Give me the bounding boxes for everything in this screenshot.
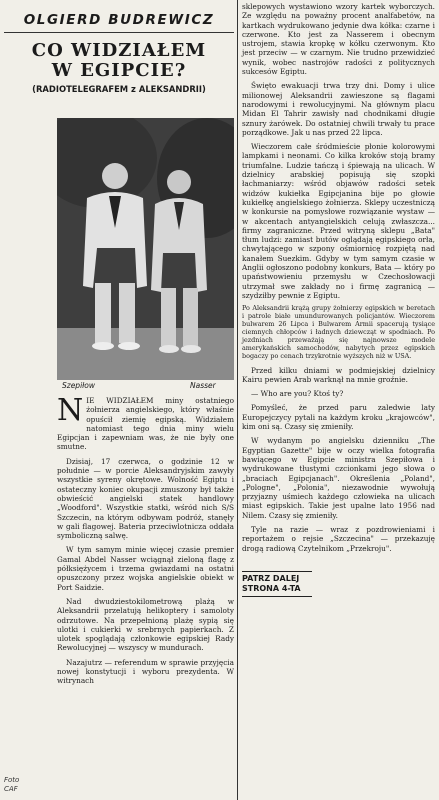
right-column (242, 0, 435, 800)
photo-caption-right: Nasser (190, 381, 216, 390)
paragraph: Pomyśleć, że przed paru zaledwie laty Europejczycy pytali na każdym kroku „krajowców", kim oni są. Czasy się zmieniły. (242, 403, 435, 432)
photo-credit (4, 776, 19, 794)
header-rule (4, 32, 234, 33)
paragraph: sklepowych wystawiono wzory kartek wyborczych. Ze względu na poważny procent analfabetów, na kartkach wydrukowano jedynie dwa kółka: czarne i czerwone. Kto jest za Nasserem i obecnym ustrojem, stawia kropkę w kółku czerwonym. Kto jest przeciw — w czarnym. Nie trudno przewidzieć wynik, wobec nastrojów radości z politycznych sukcesów Egiptu. (242, 2, 435, 77)
paragraph: Święto ewakuacji trwa trzy dni. Domy i ulice milionowej Aleksandrii zawieszone są flagami narodowymi i rewolucyjnymi. Na głównym placu Midan El Tahrir zawisły nad chodnikami długie sznury żarówek. Do ostatniej chwili trwały tu prace porządkowe. Jak u nas przed 22 lipca. (242, 81, 435, 137)
paragraph: W wydanym po angielsku dzienniku „The Egyptian Gazette" bije w oczy wielka fotografia bawiącego w Egipcie ministra Szepiłowa i wydrukowane tłustymi czcionkami jego słowa o „braciach Egipcjanach". Określenia „Poland", „Pologne", „Polonia", niezawodnie wywołują przyjazny uśmiech każdego człowieka na ulicach miast egipskich. Takie jest upalne lato 1956 nad Nilem. Czasy się zmieniły. (242, 436, 435, 520)
photo-illustration (57, 118, 234, 380)
paragraph: Przed kilku dniami w podmiejskiej dzielnicy Kairu pewien Arab warknął na mnie groźnie. (242, 365, 435, 384)
small-print-paragraph: Po Aleksandrii krążą grupy żołnierzy egipskich w beretach i patrole białe umundurowanych policjantów. Wieczorem bulwarem 26 Lipca i Bulwarem Armii spacerują tysiące ciemnych chłopców i ładnych dziewcząt w spodniach. Po jezdniach przeważają się najnowsze modele amerykańskich samochodów, nabytych przez egipskich bogaczy po cenach trzykrotnie wyższych niż w USA. (242, 304, 435, 360)
left-body-text (57, 393, 234, 686)
paragraph: W tym samym minie więcej czasie premier Gamal Abdel Nasser wciągnął zieloną flagę z półksiężycem i trzema gwiazdami na ostatni opuszczony przez wojska angielskie obiekt w Port Saidzie. (57, 545, 234, 592)
headline-line-1: CO WIDZIAŁEM (31, 40, 207, 61)
subheadline: (RADIOTELEGRAFEM z ALEKSANDRII) (32, 84, 206, 94)
column-divider (237, 0, 238, 800)
paragraph-lead (57, 393, 234, 452)
paragraph: Tyle na razie — wraz z pozdrowieniami i reportażem o rejsie „Szczecina" — przekazuję drogą radiową Czytelnikom „Przekroju". (242, 525, 435, 553)
paragraph: Nazajutrz — referendum w sprawie przyjęcia nowej konstytucji i wyboru prezydenta. W witrynach (57, 657, 234, 686)
continued-notice (242, 571, 312, 597)
author-byline: OLGIERD BUDREWICZ (23, 12, 215, 28)
photo-credit-line-1: Foto (4, 776, 20, 784)
photo-credit-line-2: CAF (4, 785, 18, 793)
headline-line-2: W EGIPCIE? (51, 60, 187, 81)
paragraph: Nad dwudziestokilometrową plażą w Aleksandrii przelatują helikoptery i samoloty odrzutowe. Na przepełnioną plażę sypią się ulotki i cukierki w srebrnych papierkach. Z ulotek spoglądają członkowie egipskiej Rady Rewolucyjnej — wszyscy w mundurach. (57, 596, 234, 653)
paragraph: Wieczorem całe śródmieście płonie kolorowymi lampkami i neonami. Co kilka kroków stoją bramy triumfalne. Ludzie tańczą i śpiewają na ulicach. W dzielnicy arabskiej popisują się szopki łachmaniarzy: wśród objawów radości setek widzów kukiełka Egipcjanina bije po głowie kukiełkę angielskiego żołnierza. Sklepy uczestniczą w konkursie na pomysłowe rozwiązanie wystaw — w akcentach antyangielskich celują zwłaszcza... firmy zagraniczne. Przed witryną sklepu „Bata" tłum ludzi: zamiast butów oglądają egipskiego orła, chwytającego w szpony ośmiornicę rozpiętą nad kanałem Suezkim. Gdyby w tym samym czasie w Anglii ogłoszono podobny konkurs, Bata — który po upaństwowieniu przemysłu w Czechosłowacji utrzymał swe zakłady no i firmę zagranicą — szydziłby pewnie z Egiptu. (242, 142, 435, 300)
paragraph: — Who are you? Ktoś ty? (251, 389, 344, 399)
lead-text: IE WIDZIAŁEM miny ostatniego żołnierza angielskiego, który właśnie opuścił ziemię egipską. Widziałem natomiast tego dnia miny wielu Egipcjan i zapewniam was, że nie były one smutne. (57, 396, 234, 452)
paragraph: Dzisiaj, 17 czerwca, o godzinie 12 w południe — w porcie Aleksandryjskim zawyły wszystkie syreny okrętowe. Wolność Egiptu i ostateczny koniec okupacji zmuszony był także obwieścić angielski statek handlowy „Woodford". Wszystkie statki, wśród nich S/S Szczecin, na którym odbywam podróż, stanęły w gali flagowej. Bateria przeciwlotnicza oddała symboliczną salwę. (57, 456, 234, 541)
photo-caption-left: Szepiłow (62, 381, 96, 390)
continued-line-1: PATRZ DALEJ (242, 573, 300, 583)
continued-line-2: STRONA 4-TA (242, 583, 301, 593)
left-column (4, 0, 234, 800)
drop-cap: N (57, 393, 84, 428)
article-photo (57, 118, 234, 380)
